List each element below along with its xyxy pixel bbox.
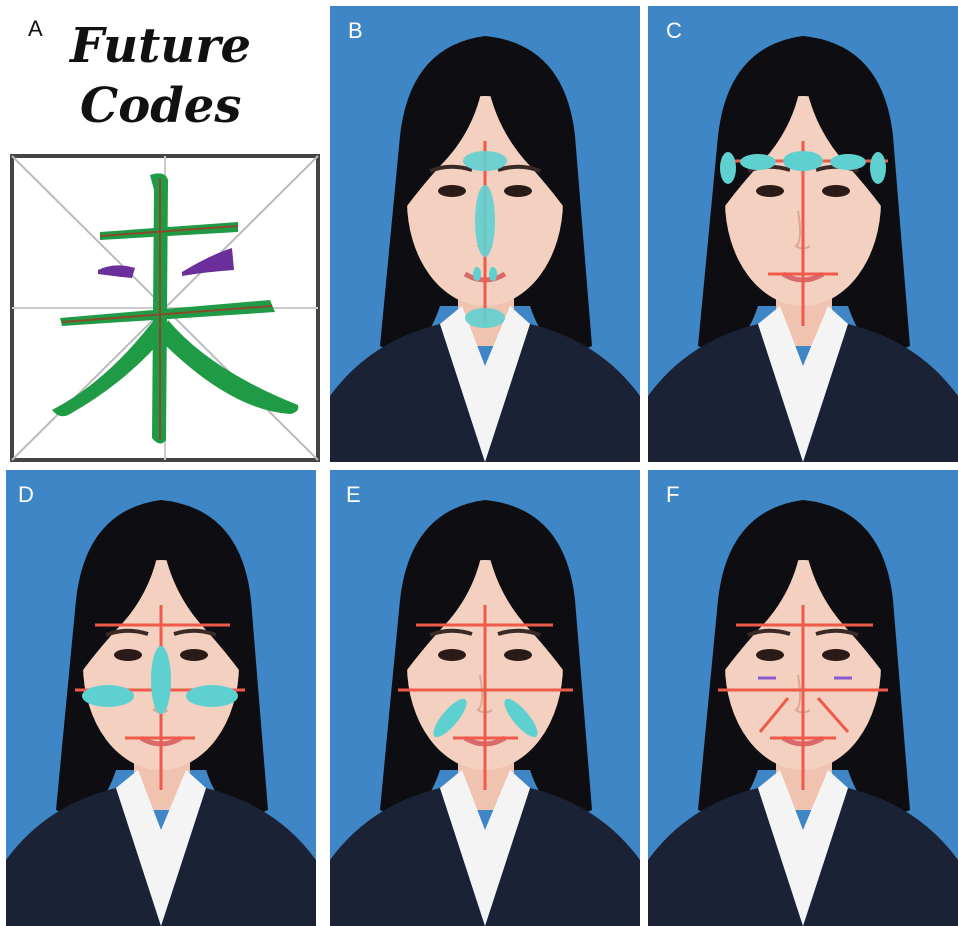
panel-e-label: E (346, 482, 361, 507)
panel-b (330, 6, 640, 462)
character-grid (0, 0, 326, 466)
panel-f (648, 470, 958, 926)
panel-c-label: C (666, 18, 682, 43)
panel-a (0, 0, 326, 466)
portrait-f (648, 470, 958, 926)
portrait-b (330, 6, 640, 462)
panel-c (648, 6, 958, 462)
portrait-d (0, 470, 322, 926)
panel-e (328, 470, 642, 926)
panel-d (0, 470, 322, 926)
future-codes-title-line1: Future (70, 18, 252, 74)
portrait-e (328, 470, 642, 926)
portrait-c (648, 6, 958, 462)
future-codes-title-line2: Codes (80, 78, 242, 134)
panel-d-label: D (18, 482, 34, 507)
panel-a-label: A (28, 16, 43, 41)
panel-b-label: B (348, 18, 363, 43)
panel-f-label: F (666, 482, 680, 507)
